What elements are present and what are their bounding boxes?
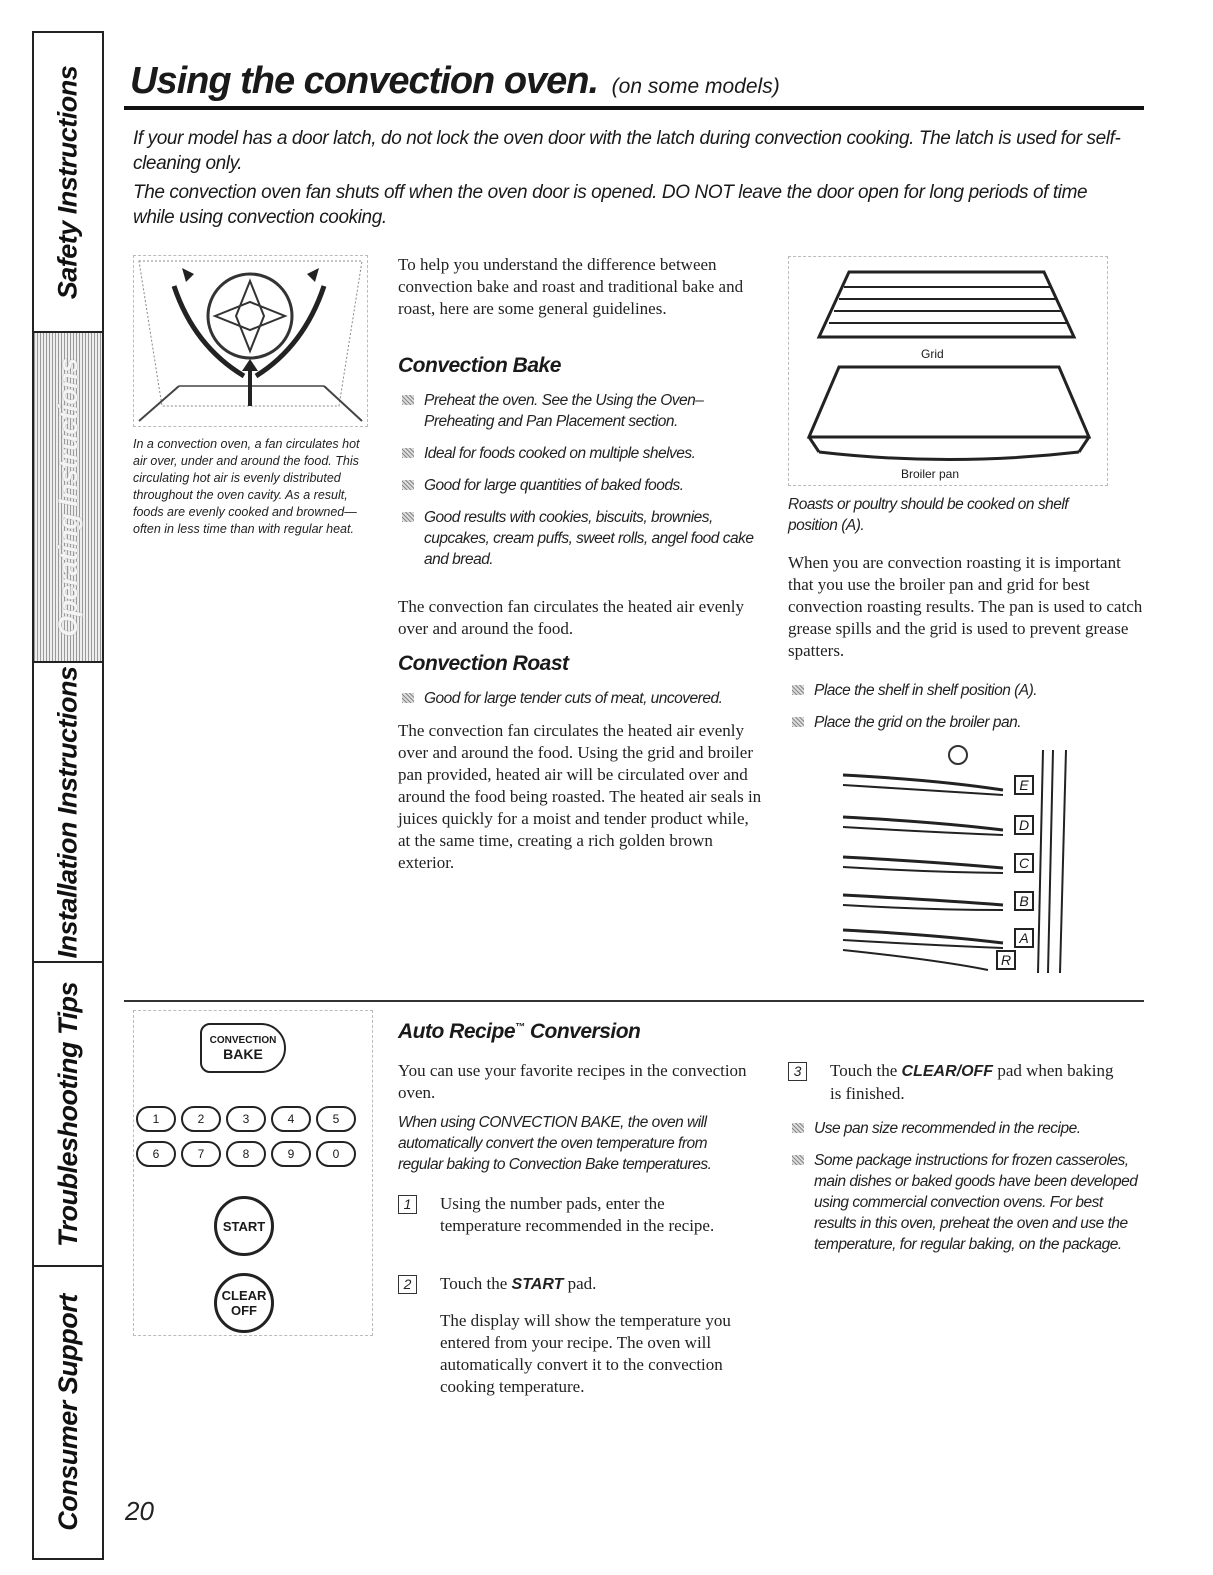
tab-safety-instructions[interactable]: [34, 33, 102, 333]
convection-roast-list: [398, 688, 758, 720]
shelf-label-c: C: [1014, 853, 1034, 873]
section-tabs: [32, 31, 104, 1560]
step-text: [830, 1060, 1118, 1105]
text-run: Touch the: [830, 1061, 902, 1080]
step-text: Using the number pads, enter the temperature recommended in the recipe.: [440, 1194, 715, 1235]
number-key-9[interactable]: 9: [271, 1141, 311, 1167]
convection-bake-heading: Convection Bake: [398, 354, 561, 377]
page-number: 20: [125, 1496, 154, 1526]
tab-label: Safety Instructions: [52, 65, 83, 299]
number-key-4[interactable]: 4: [271, 1106, 311, 1132]
number-key-2[interactable]: 2: [181, 1106, 221, 1132]
heading-text: Conversion: [524, 1020, 641, 1043]
guidelines-intro: To help you understand the difference between convection bake and roast and traditional bake and roast, here are some general guidelines.: [398, 255, 744, 318]
auto-recipe-heading: [398, 1020, 640, 1044]
fan-caption: In a convection oven, a fan circulates hot air over, under and around the food. This circulating hot air is evenly distributed throughout the oven cavity. As a result, foods are evenly cooked and browned—often in less time than with regular heat.: [133, 437, 360, 536]
tab-consumer-support[interactable]: [34, 1267, 102, 1558]
step-number: 3: [788, 1062, 807, 1081]
heading-text: Auto Recipe: [398, 1020, 516, 1043]
list-item: Good for large tender cuts of meat, uncovered.: [398, 688, 758, 709]
grid-label: Grid: [921, 347, 944, 361]
step-number: 1: [398, 1195, 417, 1214]
shelf-label-e: E: [1014, 775, 1034, 795]
number-key-6[interactable]: 6: [136, 1141, 176, 1167]
text-run: Touch the: [440, 1274, 512, 1293]
shelf-position-icon: [838, 745, 1078, 975]
shelf-label-d: D: [1014, 815, 1034, 835]
auto-recipe-note: When using CONVECTION BAKE, the oven will automatically convert the oven temperature from regular baking to Convection Bake temperatures.: [398, 1114, 712, 1173]
title-rule: [124, 106, 1144, 110]
list-item: Some package instructions for frozen casseroles, main dishes or baked goods have been developed using commercial convection ovens. For best results in this oven, preheat the oven and use the temperature, for regular baking, on the package.: [788, 1150, 1138, 1255]
convection-bake-list: [398, 390, 758, 581]
tab-troubleshooting-tips[interactable]: [34, 963, 102, 1267]
text-run: pad.: [563, 1274, 597, 1293]
tab-operating-instructions[interactable]: [34, 333, 102, 663]
number-key-8[interactable]: 8: [226, 1141, 266, 1167]
key-label: OFF: [231, 1303, 257, 1318]
intro-fan-warning: The convection oven fan shuts off when the oven door is opened. DO NOT leave the door open for long periods of time while using convection cooking.: [133, 182, 1088, 228]
broiler-pan-illustration: [788, 256, 1108, 486]
clear-off-key-label: CLEAR/OFF: [901, 1063, 994, 1080]
key-label: START: [222, 1218, 266, 1234]
tab-label: Installation Instructions: [52, 665, 83, 959]
start-key-label: START: [511, 1276, 564, 1293]
step-number: 2: [398, 1275, 417, 1294]
convection-roast-text: The convection fan circulates the heated air evenly over and around the food. Using the grid and broiler pan provided, heated air will be circulated over and around the food being roasted. The heated air seals in juices quickly for a moist and tender product while, at the same time, creating a rich golden brown exterior.: [398, 721, 762, 872]
control-keypad-illustration: [133, 1010, 373, 1336]
shelf-position-illustration: [838, 745, 1078, 975]
key-label: BAKE: [223, 1045, 263, 1062]
list-item: Place the shelf in shelf position (A).: [788, 680, 1118, 701]
list-item: Ideal for foods cooked on multiple shelves.: [398, 443, 758, 464]
list-item: Preheat the oven. See the Using the Oven–Preheating and Pan Placement section.: [398, 390, 758, 432]
title-subtitle: (on some models): [611, 75, 780, 98]
title-text: Using the convection oven.: [130, 60, 599, 102]
broiler-pan-label: Broiler pan: [901, 467, 960, 481]
step-2: [398, 1273, 738, 1296]
auto-recipe-intro: You can use your favorite recipes in the convection oven.: [398, 1061, 747, 1102]
step-text: [440, 1273, 738, 1296]
section-divider: [124, 1000, 1144, 1002]
convection-bake-text: The convection fan circulates the heated air evenly over and around the food.: [398, 597, 744, 638]
number-key-1[interactable]: 1: [136, 1106, 176, 1132]
step-3: [788, 1060, 1118, 1105]
list-item: Place the grid on the broiler pan.: [788, 712, 1118, 733]
roasting-text: When you are convection roasting it is important that you use the broiler pan and grid for best convection roasting results. The pan is used to catch grease spills and the grid is used to prevent grease spatters.: [788, 553, 1143, 660]
roast-shelf-caption: Roasts or poultry should be cooked on shelf position (A).: [788, 496, 1069, 534]
number-key-3[interactable]: 3: [226, 1106, 266, 1132]
convection-roast-heading: Convection Roast: [398, 652, 569, 675]
number-key-5[interactable]: 5: [316, 1106, 356, 1132]
broiler-pan-icon: [789, 257, 1107, 485]
tab-installation-instructions[interactable]: [34, 663, 102, 963]
tab-label: Troubleshooting Tips: [52, 981, 83, 1247]
page-title: [130, 60, 780, 103]
oven-fan-icon: [134, 256, 367, 426]
trademark-mark: ™: [515, 1022, 525, 1033]
tab-label: Operating Instructions: [52, 357, 83, 637]
shelf-label-a: A: [1014, 928, 1034, 948]
shelf-label-b: B: [1014, 891, 1034, 911]
list-item: Use pan size recommended in the recipe.: [788, 1118, 1138, 1139]
convection-bake-key[interactable]: [200, 1023, 286, 1073]
step-1: [398, 1193, 738, 1237]
shelf-label-r: R: [996, 950, 1016, 970]
clear-off-key[interactable]: [214, 1273, 274, 1333]
step-2-detail: The display will show the temperature you entered from your recipe. The oven will automatically convert it to the convection cooking temperature.: [440, 1311, 731, 1396]
start-key[interactable]: [214, 1196, 274, 1256]
convection-fan-illustration: [133, 255, 368, 427]
roasting-steps-list: [788, 680, 1118, 744]
number-key-0[interactable]: 0: [316, 1141, 356, 1167]
number-key-7[interactable]: 7: [181, 1141, 221, 1167]
list-item: Good results with cookies, biscuits, brownies, cupcakes, cream puffs, sweet rolls, angel food cake and bread.: [398, 507, 758, 570]
list-item: Good for large quantities of baked foods.: [398, 475, 758, 496]
tab-label: Consumer Support: [52, 1294, 83, 1531]
intro-latch-warning: If your model has a door latch, do not lock the oven door with the latch during convection cooking. The latch is used for self-cleaning only.: [133, 128, 1121, 174]
key-label: CLEAR: [221, 1288, 267, 1303]
auto-recipe-tips-list: [788, 1118, 1138, 1266]
text-run: pad when baking is finished.: [830, 1061, 1114, 1103]
key-label: CONVECTION: [209, 1034, 277, 1046]
